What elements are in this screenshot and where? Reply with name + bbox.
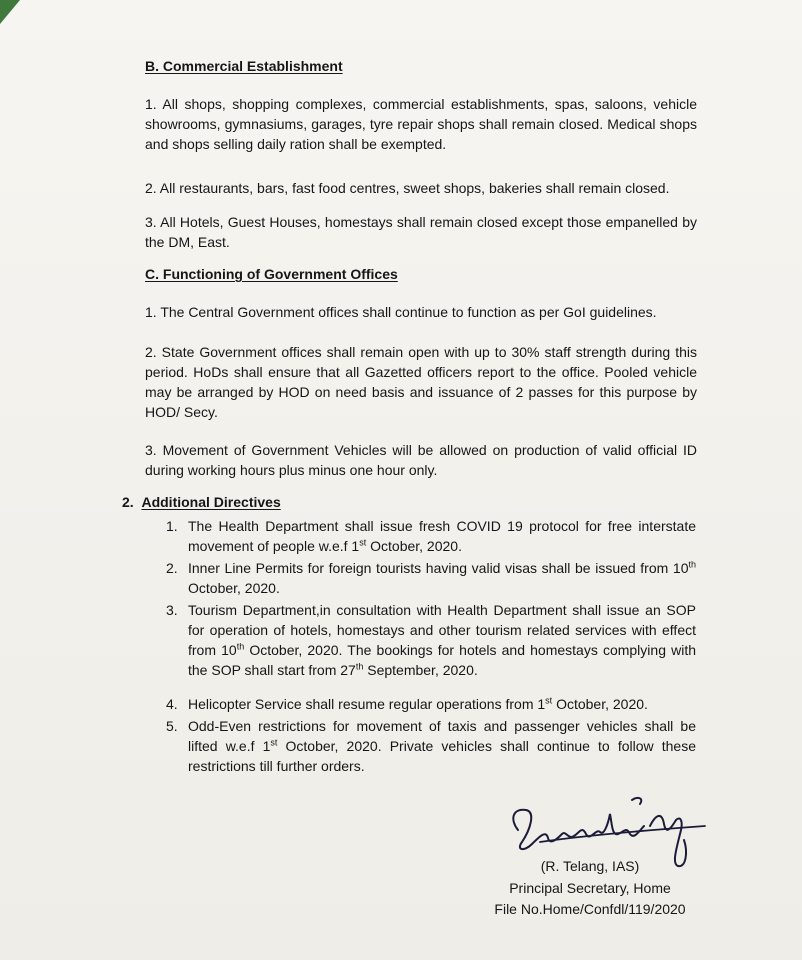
additional-directives-heading bbox=[122, 494, 281, 510]
directive-item-1 bbox=[166, 516, 696, 556]
directive-text: Odd-Even restrictions for movement of taxis and passenger vehicles shall be lifted w.e.f 1 bbox=[188, 718, 696, 754]
section-c-heading: C. Functioning of Government Offices bbox=[145, 266, 398, 282]
section-c-item-2: 2. State Government offices shall remain open with up to 30% staff strength during this period. HoDs shall ensure that all Gazetted officers report to the office. Pooled vehicle may be arranged by HOD on need basis and issuance of 2 passes for this purpose by HOD/ Secy. bbox=[145, 344, 697, 420]
ordinal-suffix: th bbox=[236, 641, 245, 652]
directive-number: 2. bbox=[166, 560, 178, 576]
section-b-item-1: 1. All shops, shopping complexes, commercial establishments, spas, saloons, vehicle showrooms, gymnasiums, garages, tyre repair shops shall remain closed. Medical shops and shops selling daily ration shall be exempted. bbox=[145, 96, 697, 152]
directives-number: 2. bbox=[122, 494, 134, 510]
ordinal-suffix: th bbox=[688, 559, 696, 570]
signatory-designation: Principal Secretary, Home bbox=[509, 880, 671, 896]
directive-number: 3. bbox=[166, 602, 178, 618]
section-c-item-1: 1. The Central Government offices shall continue to function as per GoI guidelines. bbox=[145, 304, 657, 320]
corner-tab bbox=[0, 0, 20, 24]
directive-text-cont: October, 2020. bbox=[552, 696, 648, 712]
section-b-item-2: 2. All restaurants, bars, fast food centres, sweet shops, bakeries shall remain closed. bbox=[145, 180, 670, 196]
directive-text-end: September, 2020. bbox=[363, 662, 478, 678]
directive-text-cont: October, 2020. bbox=[188, 580, 280, 596]
directive-item-4 bbox=[166, 694, 696, 714]
signatory-name: (R. Telang, IAS) bbox=[540, 858, 640, 874]
directive-number: 5. bbox=[166, 718, 178, 734]
file-number: File No.Home/Confdl/119/2020 bbox=[494, 901, 686, 917]
directive-number: 4. bbox=[166, 696, 178, 712]
directive-text: The Health Department shall issue fresh COVID 19 protocol for free interstate movement of people w.e.f 1 bbox=[188, 518, 696, 554]
directive-text-cont: October, 2020. bbox=[366, 538, 462, 554]
directive-item-5 bbox=[166, 716, 696, 776]
ordinal-suffix: st bbox=[359, 537, 367, 548]
directive-text-cont: October, 2020. The bookings for hotels and homestays complying with the SOP shall start from 27 bbox=[188, 642, 696, 678]
section-b-item-3: 3. All Hotels, Guest Houses, homestays shall remain closed except those empanelled by the DM, East. bbox=[145, 214, 697, 250]
directive-item-3 bbox=[166, 600, 696, 680]
directives-title: Additional Directives bbox=[141, 494, 281, 510]
section-b-heading: B. Commercial Establishment bbox=[145, 58, 343, 74]
directive-text: Helicopter Service shall resume regular operations from 1 bbox=[188, 696, 546, 712]
directive-text: Inner Line Permits for foreign tourists having valid visas shall be issued from 10 bbox=[188, 560, 689, 576]
signature-block bbox=[470, 790, 730, 930]
ordinal-suffix: st bbox=[270, 737, 278, 748]
directive-item-2 bbox=[166, 558, 696, 598]
directive-text-cont: October, 2020. Private vehicles shall continue to follow these restrictions till further orders. bbox=[188, 738, 696, 774]
section-c-item-3: 3. Movement of Government Vehicles will be allowed on production of valid official ID during working hours plus minus one hour only. bbox=[145, 442, 697, 478]
directive-number: 1. bbox=[166, 518, 178, 534]
ordinal-suffix: th bbox=[355, 661, 364, 672]
ordinal-suffix: st bbox=[545, 695, 553, 706]
directive-text: Tourism Department,in consultation with Health Department shall issue an SOP for operation of hotels, homestays and other tourism related services with effect from 10 bbox=[188, 602, 696, 658]
